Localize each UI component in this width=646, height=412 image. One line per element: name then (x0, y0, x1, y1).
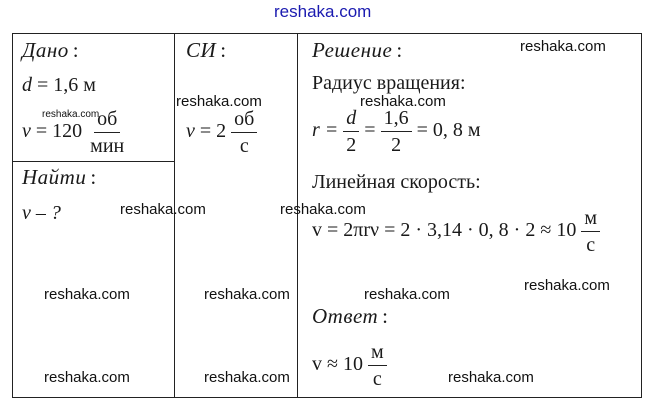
speed-units-fraction: $\frac{м}{с}$ (581, 207, 600, 256)
given-header: Дано : (22, 38, 80, 62)
given-distance: d = 1,6 м (22, 74, 96, 96)
watermark: reshaka.com (360, 93, 446, 110)
given-find-divider (12, 161, 174, 162)
watermark: reshaka.com (364, 286, 450, 303)
find-expression: v – ? (22, 202, 61, 224)
given-frequency: ν = 120 $\frac{об}{\text{мин}}$ (22, 108, 127, 157)
watermark: reshaka.com (524, 277, 610, 294)
answer-units-fraction: $\frac{м}{с}$ (368, 341, 387, 390)
watermark: reshaka.com (44, 369, 130, 386)
watermark: reshaka.com (448, 369, 534, 386)
si-frequency: ν = 2 $\frac{об}{с}$ (186, 108, 257, 157)
given-frequency-fraction: $\frac{об}{\text{мин}}$ (90, 108, 125, 157)
watermark: reshaka.com (274, 2, 372, 21)
si-header: СИ : (186, 38, 227, 62)
speed-formula: v = 2πrν = 2 · 3,14 · 0, 8 · 2 ≈ 10 $\frac{м}{с}$ (312, 207, 600, 256)
radius-formula: r = $\frac{d}{2}$ = $\frac{1,6}{2}$ = 0, 8 м (312, 107, 481, 156)
answer-expression: v ≈ 10 $\frac{м}{с}$ (312, 341, 387, 390)
table-right-border (641, 33, 642, 398)
table-top-border (12, 33, 642, 34)
speed-label: Линейная скорость: (312, 171, 481, 193)
watermark: reshaka.com (120, 201, 206, 218)
watermark: reshaka.com (44, 286, 130, 303)
radius-fraction-numeric: $\frac{1,6}{2}$ (381, 107, 412, 156)
table-left-border (12, 33, 13, 398)
solution-header: Решение : (312, 38, 403, 62)
watermark: reshaka.com (176, 93, 262, 110)
find-header: Найти : (22, 165, 97, 189)
si-frequency-fraction: $\frac{об}{с}$ (231, 108, 257, 157)
watermark: reshaka.com (280, 201, 366, 218)
watermark: reshaka.com (42, 109, 100, 120)
answer-header: Ответ : (312, 304, 389, 328)
table-bottom-border (12, 397, 642, 398)
watermark: reshaka.com (204, 286, 290, 303)
watermark: reshaka.com (204, 369, 290, 386)
radius-label: Радиус вращения: (312, 72, 466, 94)
watermark: reshaka.com (520, 38, 606, 55)
radius-fraction-symbolic: $\frac{d}{2}$ (343, 107, 359, 156)
